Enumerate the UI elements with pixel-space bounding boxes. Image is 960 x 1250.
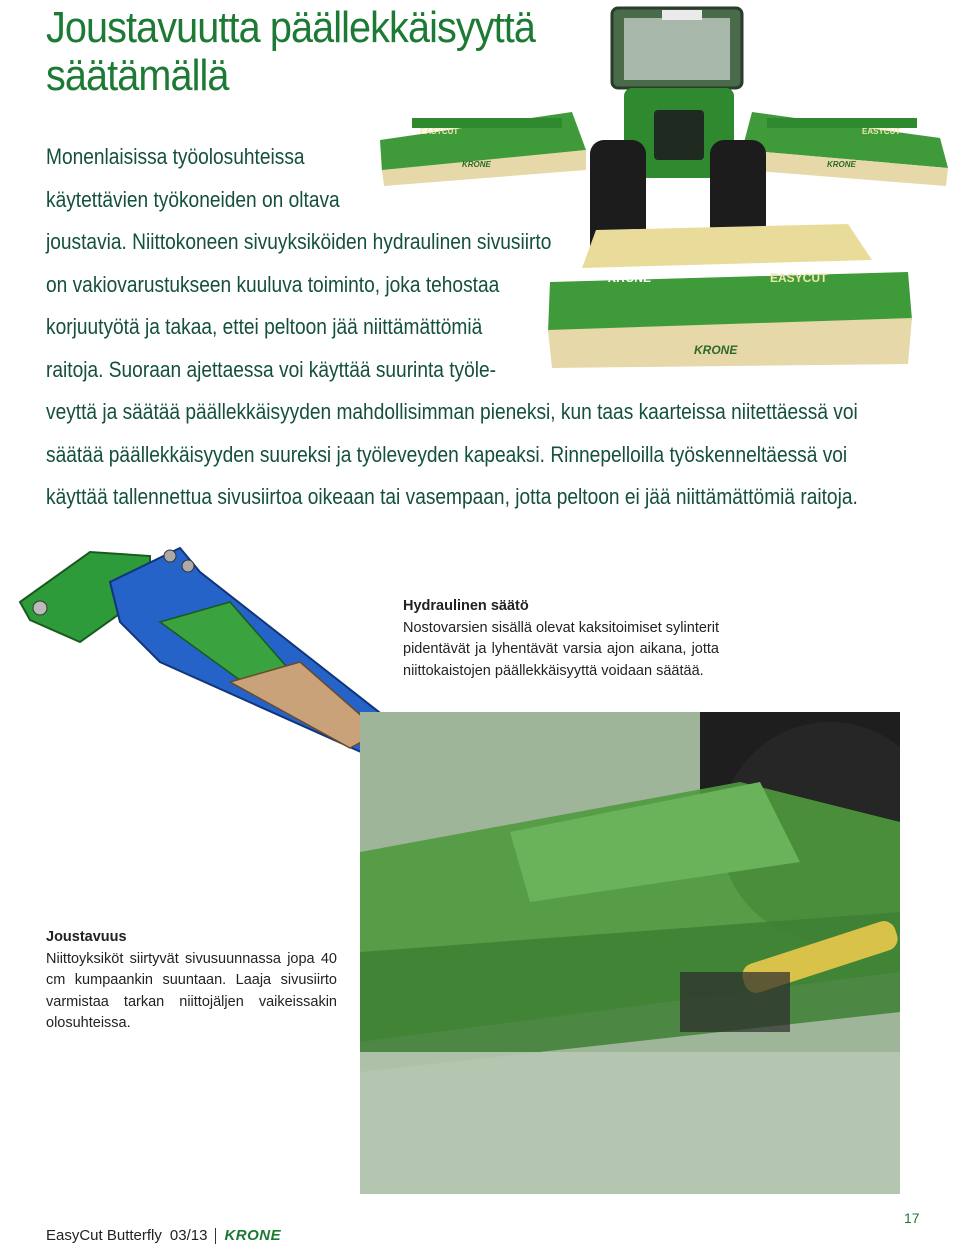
body-line: käyttää tallennettua sivusiirtoa oikeaan tai vasempaan, jotta peltoon ei jää niittämättömiä raitoja. bbox=[46, 484, 858, 509]
footer-divider bbox=[215, 1228, 216, 1244]
title-line-1: Joustavuutta päällekkäisyyttä bbox=[46, 3, 535, 52]
body-line: on vakiovarustukseen kuuluva toiminto, joka tehostaa bbox=[46, 271, 500, 297]
body-line: käytettävien työkoneiden on oltava bbox=[46, 186, 340, 212]
hydraulic-caption-text: Nostovarsien sisällä olevat kaksitoimiset sylinterit pidentävät ja lyhentävät varsia ajon aikana, jotta niittokaistojen päällekkäisyyttä voidaan säätää. bbox=[403, 619, 719, 679]
front-mower-label-left: KRONE bbox=[608, 271, 652, 285]
body-line: joustavia. Niittokoneen sivuyksiköiden hydraulinen sivusiirto bbox=[46, 229, 552, 254]
page-number: 17 bbox=[904, 1210, 920, 1226]
front-mower-label-right: EASYCUT bbox=[770, 271, 828, 285]
footer-product: EasyCut Butterfly bbox=[46, 1227, 162, 1244]
left-wing-brand: EASYCUT bbox=[420, 127, 459, 136]
krone-logo: KRONE bbox=[224, 1227, 282, 1244]
title-line-2: säätämällä bbox=[46, 51, 229, 100]
hydraulic-caption-heading: Hydraulinen säätö bbox=[403, 598, 529, 614]
footer bbox=[46, 1227, 281, 1244]
body-line: veyttä ja säätää päällekkäisyyden mahdollisimman pieneksi, kun taas kaarteissa niitettäessä voi bbox=[46, 399, 858, 424]
flex-caption-heading: Joustavuus bbox=[46, 929, 127, 945]
flex-caption bbox=[46, 927, 337, 1035]
body-line: korjuutyötä ja takaa, ettei peltoon jää niittämättömiä bbox=[46, 314, 483, 339]
flex-caption-text: Niittoyksiköt siirtyvät sivusuunnassa jopa 40 cm kumpaankin suuntaan. Laaja sivusiirto varmistaa tarkan niittojäljen vaikeissakin olosuhteissa. bbox=[46, 950, 337, 1031]
body-paragraph bbox=[46, 136, 925, 519]
body-line: säätää päällekkäisyyden suureksi ja työleveyden kapeaksi. Rinnepelloilla työskenneltäessä voi bbox=[46, 441, 848, 467]
footer-date: 03/13 bbox=[169, 1227, 208, 1244]
left-wing-logo: KRONE bbox=[462, 160, 491, 169]
tractor-plate bbox=[662, 10, 702, 20]
body-line: raitoja. Suoraan ajettaessa voi käyttää suurinta työle- bbox=[46, 356, 497, 382]
hydraulic-caption bbox=[403, 596, 719, 682]
right-wing-brand: EASYCUT bbox=[862, 127, 901, 136]
mower-closeup-photo bbox=[360, 712, 900, 1194]
body-line: Monenlaisissa työolosuhteissa bbox=[46, 144, 305, 169]
right-wing-logo: KRONE bbox=[827, 160, 856, 169]
front-mower-logo: KRONE bbox=[694, 343, 738, 357]
